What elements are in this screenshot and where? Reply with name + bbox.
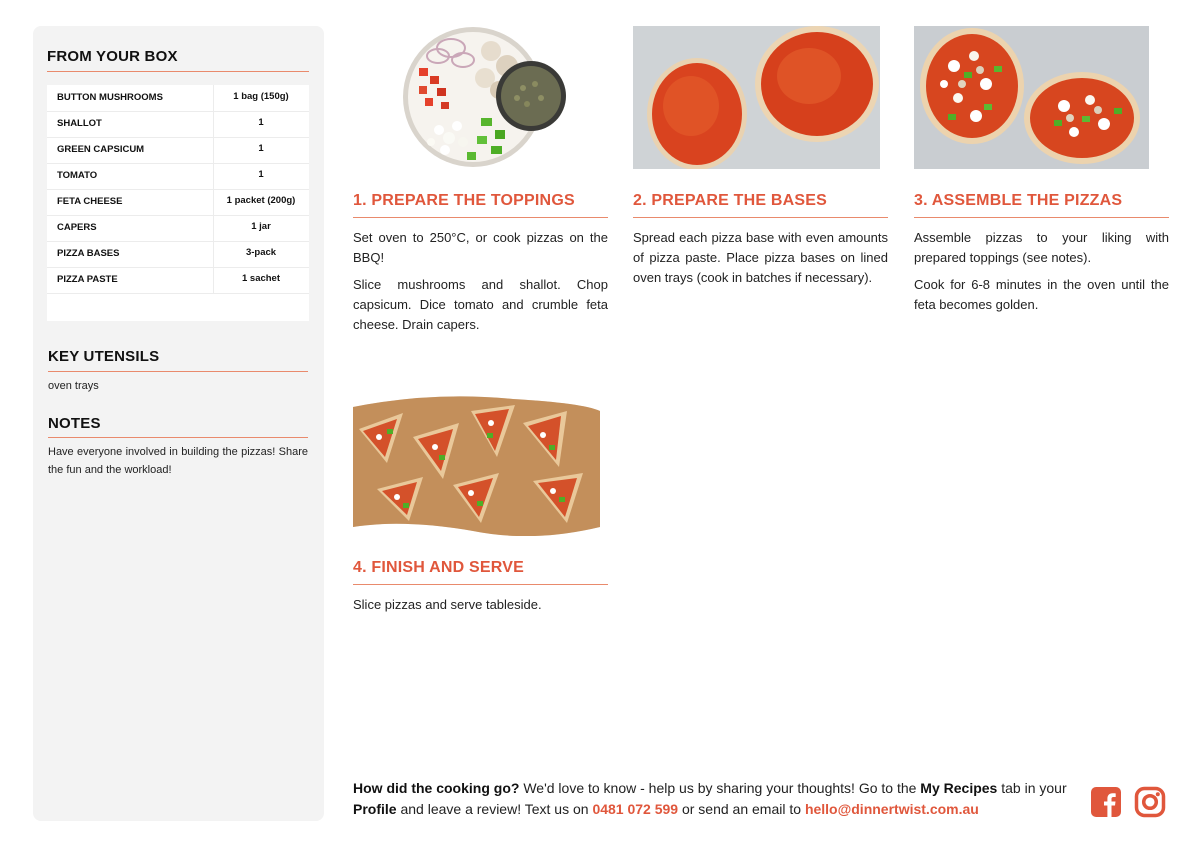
footer-question: How did the cooking go?: [353, 780, 520, 796]
table-row: [47, 267, 309, 294]
step-3-paragraph-1: Assemble pizzas to your liking with prepared toppings (see notes).: [914, 230, 1169, 265]
ingredient-qty: 1: [258, 117, 264, 128]
ingredient-name: PIZZA BASES: [57, 248, 120, 259]
divider: [353, 584, 608, 585]
table-row: [47, 85, 309, 112]
table-row: [47, 163, 309, 190]
profile-link[interactable]: Profile: [353, 801, 397, 817]
step-1-paragraph-1: Set oven to 250°C, or cook pizzas on the BBQ!: [353, 230, 608, 265]
table-row: [47, 111, 309, 138]
step-1-title: 1. PREPARE THE TOPPINGS: [353, 192, 575, 209]
divider: [633, 217, 888, 218]
step-3: [914, 26, 1169, 326]
table-row: [47, 241, 309, 268]
utensils-title: KEY UTENSILS: [48, 348, 160, 365]
toppings-photo: [353, 26, 608, 171]
sliced-pizza-photo: [353, 393, 600, 536]
step-2-title: 2. PREPARE THE BASES: [633, 192, 827, 209]
ingredient-qty: 1 packet (200g): [226, 195, 296, 206]
step-2: [633, 26, 888, 326]
ingredient-qty: 1: [258, 169, 264, 180]
divider: [48, 437, 308, 438]
ingredient-name: FETA CHEESE: [57, 196, 123, 207]
step-4-paragraph-1: Slice pizzas and serve tableside.: [353, 597, 542, 612]
divider: [353, 217, 608, 218]
ingredient-qty: 1 bag (150g): [233, 91, 289, 102]
utensils-text: oven trays: [48, 380, 99, 392]
ingredients-table: [47, 85, 309, 321]
instagram-icon[interactable]: [1134, 786, 1166, 818]
step-1: [353, 26, 608, 346]
ingredient-name: SHALLOT: [57, 118, 102, 129]
notes-title: NOTES: [48, 415, 101, 432]
bases-photo: [633, 26, 880, 169]
sidebar: [33, 26, 324, 821]
ingredient-qty: 1 sachet: [241, 273, 281, 284]
table-row: [47, 215, 309, 242]
ingredient-name: BUTTON MUSHROOMS: [57, 92, 163, 103]
table-row: [47, 189, 309, 216]
divider: [47, 71, 309, 72]
ingredient-name: TOMATO: [57, 170, 98, 181]
ingredient-name: CAPERS: [57, 222, 97, 233]
step-1-paragraph-2: Slice mushrooms and shallot. Chop capsicum. Dice tomato and crumble feta cheese. Drain capers.: [353, 277, 608, 332]
ingredient-qty: 1: [258, 143, 264, 154]
step-2-paragraph-1: Spread each pizza base with even amounts of pizza paste. Place pizza bases on lined oven trays (cook in batches if necessary).: [633, 230, 888, 285]
divider: [48, 371, 308, 372]
step-4-title: 4. FINISH AND SERVE: [353, 559, 524, 576]
ingredient-name: GREEN CAPSICUM: [57, 144, 145, 155]
ingredient-qty: 3-pack: [245, 247, 277, 258]
ingredient-qty: 1 jar: [251, 221, 271, 232]
assembled-pizzas-photo: [914, 26, 1149, 169]
phone-link[interactable]: 0481 072 599: [592, 801, 679, 817]
step-3-paragraph-2: Cook for 6-8 minutes in the oven until the feta becomes golden.: [914, 277, 1169, 312]
step-3-title: 3. ASSEMBLE THE PIZZAS: [914, 192, 1123, 209]
step-4: [353, 393, 608, 633]
feedback-footer: How did the cooking go? We'd love to know - help us by sharing your thoughts! Go to the My Recipes tab in your Profile and leave a review! Text us on 0481 072 599 or send an email to hello@dinnertwist.com.au: [353, 780, 1067, 817]
from-box-title: FROM YOUR BOX: [47, 48, 178, 65]
ingredient-name: PIZZA PASTE: [57, 274, 118, 285]
my-recipes-link[interactable]: My Recipes: [920, 780, 998, 796]
divider: [914, 217, 1169, 218]
facebook-icon[interactable]: [1090, 786, 1122, 818]
email-link[interactable]: hello@dinnertwist.com.au: [804, 801, 979, 817]
table-row: [47, 137, 309, 164]
notes-text: Have everyone involved in building the pizzas! Share the fun and the workload!: [48, 446, 308, 476]
